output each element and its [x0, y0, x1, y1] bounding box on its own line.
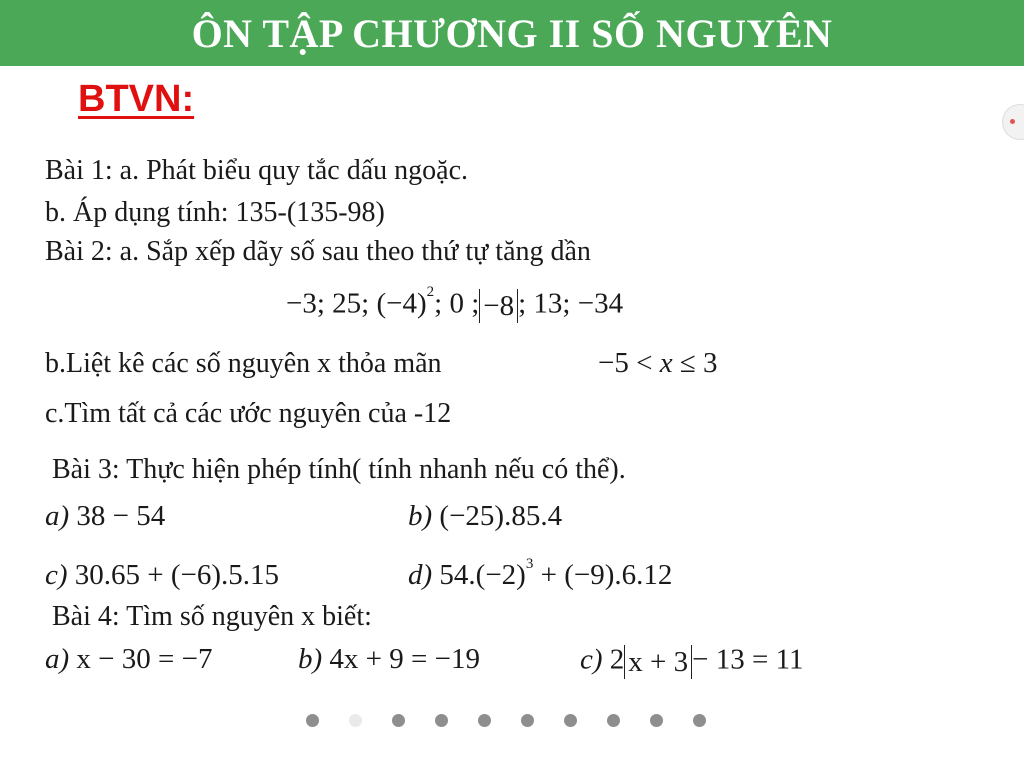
ex3-d-exponent: 3	[525, 556, 534, 572]
ex3-d-label: d)	[408, 559, 433, 591]
title-banner	[0, 0, 1024, 66]
pagination-dot[interactable]	[392, 714, 405, 727]
ex4-c-label: c)	[580, 643, 603, 676]
exercise-1b: b. Áp dụng tính: 135-(135-98)	[45, 197, 385, 228]
number-sequence	[286, 284, 624, 323]
ex4-b-label: b)	[298, 643, 323, 675]
ex3-b	[408, 502, 562, 531]
homework-heading: BTVN:	[78, 78, 195, 120]
pagination-dot[interactable]	[306, 714, 319, 727]
ex3-b-expr: (−25).85.4	[439, 500, 563, 532]
ex3-c-label: c)	[45, 559, 68, 591]
ex3-d	[408, 556, 673, 591]
pagination-dot[interactable]	[564, 714, 577, 727]
inequality	[598, 349, 718, 378]
ex4-a-expr: x − 30 = −7	[76, 643, 213, 675]
pagination-dot[interactable]	[521, 714, 534, 727]
ex4-c-part-1: 2	[609, 643, 625, 676]
ineq-variable: x	[659, 347, 673, 379]
page-title: ÔN TẬP CHƯƠNG II SỐ NGUYÊN	[191, 10, 833, 56]
ineq-part-2: ≤ 3	[672, 347, 718, 379]
exercise-1a: Bài 1: a. Phát biểu quy tắc dấu ngoặc.	[45, 155, 468, 186]
ex3-c	[45, 561, 279, 590]
pagination-dot[interactable]	[650, 714, 663, 727]
ex3-a	[45, 502, 165, 531]
ineq-part-1: −5 <	[598, 347, 660, 379]
seq-part-2: ; 0 ;	[434, 287, 480, 320]
scroll-handle[interactable]	[1002, 104, 1024, 140]
ex3-d-part-1: 54.(−2)	[439, 559, 526, 591]
pagination-dot[interactable]	[435, 714, 448, 727]
seq-part-1: −3; 25; (−4)	[286, 287, 427, 320]
pagination-dot[interactable]	[349, 714, 362, 727]
ex3-c-expr: 30.65 + (−6).5.15	[74, 559, 280, 591]
slide-pagination	[0, 714, 1024, 730]
ex3-a-expr: 38 − 54	[76, 500, 166, 532]
exercise-3: Bài 3: Thực hiện phép tính( tính nhanh nếu có thể).	[52, 454, 626, 485]
ex4-b-expr: 4x + 9 = −19	[329, 643, 480, 675]
exercise-2c: c.Tìm tất cả các ước nguyên của -12	[45, 398, 452, 429]
ex4-b	[298, 645, 480, 674]
ex3-b-label: b)	[408, 500, 433, 532]
ex4-c	[580, 645, 804, 679]
ex4-a	[45, 645, 213, 674]
pagination-dot[interactable]	[478, 714, 491, 727]
seq-part-3: ; 13; −34	[518, 287, 624, 320]
ex3-d-part-2: + (−9).6.12	[533, 559, 673, 591]
seq-absolute-value: −8	[479, 289, 518, 323]
ex3-a-label: a)	[45, 500, 70, 532]
exercise-4: Bài 4: Tìm số nguyên x biết:	[52, 601, 372, 632]
exercise-2a: Bài 2: a. Sắp xếp dãy số sau theo thứ tự tăng dần	[45, 236, 591, 267]
ex4-a-label: a)	[45, 643, 70, 675]
ex4-c-absolute-value: x + 3	[624, 645, 692, 679]
exercise-2b: b.Liệt kê các số nguyên x thỏa mãn	[45, 348, 442, 379]
pagination-dot[interactable]	[607, 714, 620, 727]
seq-exponent: 2	[426, 284, 435, 300]
pagination-dot[interactable]	[693, 714, 706, 727]
ex4-c-part-2: − 13 = 11	[692, 643, 804, 676]
